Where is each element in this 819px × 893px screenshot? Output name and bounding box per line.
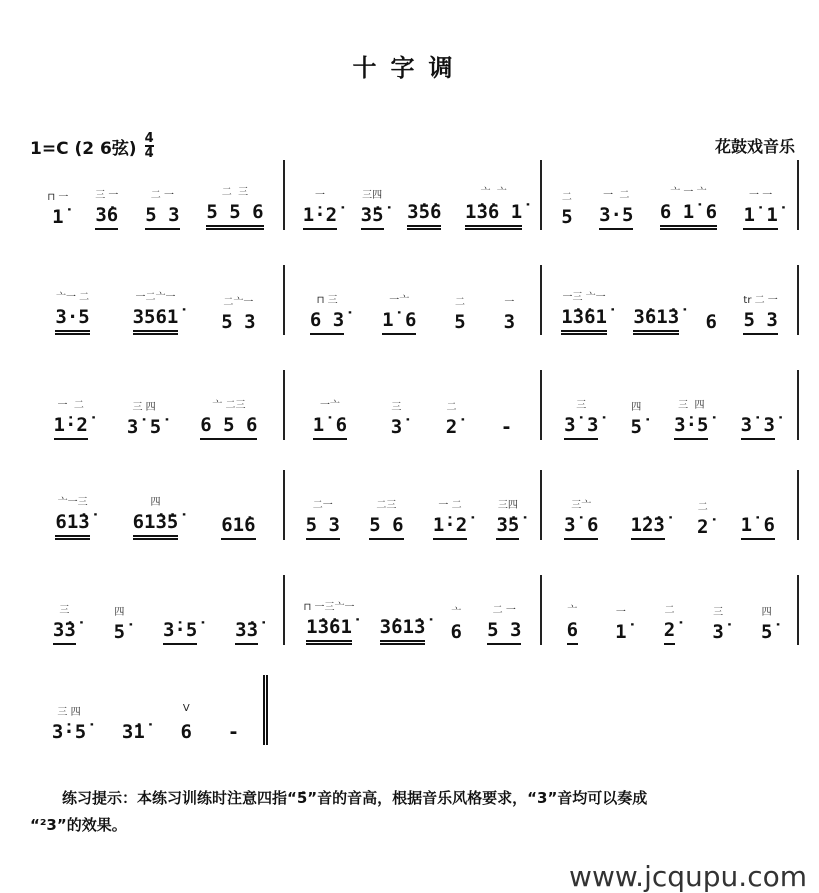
notes: 3̇61̇3̇	[380, 616, 426, 645]
note-group	[496, 496, 519, 540]
fingering-mark: 三	[59, 605, 70, 616]
fingering-mark: 二亠一	[223, 297, 254, 308]
measure	[542, 575, 799, 645]
note-group	[303, 186, 337, 230]
notes: 1̇ 6	[313, 414, 347, 440]
notes: 5	[454, 311, 466, 333]
note-group	[181, 703, 192, 745]
notes: 6	[180, 721, 192, 743]
notes: 1̇·2̇	[303, 204, 337, 230]
note-group	[145, 186, 179, 230]
note-group	[304, 598, 355, 645]
fingering-mark: 亠	[567, 605, 578, 616]
fingering-mark: 三	[391, 402, 402, 413]
fingering-mark: 一 二	[438, 500, 462, 511]
note-group	[741, 396, 775, 440]
fingering-mark: 三 四	[678, 400, 705, 411]
notes: 1̇	[52, 206, 64, 228]
note-group	[221, 293, 255, 335]
measure	[285, 160, 542, 230]
staff-system	[28, 265, 799, 335]
notes: 3̇	[712, 621, 724, 643]
notes: 3̇5̇	[361, 204, 384, 230]
fingering-mark: 一三 亠一	[562, 292, 606, 303]
fingering-mark: 三	[713, 607, 724, 618]
notes: 2̇	[664, 619, 675, 645]
fingering-mark: 一二亠一	[135, 292, 176, 303]
notes: 3̇61̇3̇	[633, 306, 679, 335]
note-group	[127, 398, 161, 440]
notes: 3̇1̇	[121, 721, 145, 743]
fingering-mark: tr 二 一	[743, 295, 778, 306]
note-group	[761, 603, 772, 645]
fingering-mark: V	[182, 703, 190, 714]
note-group	[567, 601, 578, 645]
notes: 61̇3̇	[55, 511, 89, 540]
notes: 2̇	[445, 416, 458, 438]
key-signature	[30, 132, 154, 160]
notes: 6 5 6	[200, 414, 257, 440]
notes: 3·5	[55, 306, 89, 335]
measure	[542, 160, 799, 230]
note-group	[407, 183, 441, 230]
notes: 3·5	[599, 204, 633, 230]
note-group	[712, 603, 723, 645]
notes: 1̇	[615, 621, 627, 643]
note-group	[133, 493, 179, 540]
measure	[285, 370, 542, 440]
note-group	[504, 293, 515, 335]
notes: 3̇5̇6	[407, 201, 441, 230]
measure	[285, 470, 542, 540]
note-group	[631, 496, 665, 540]
note-group	[674, 396, 708, 440]
fingering-mark: 一 二	[603, 190, 630, 201]
notes: 1̇3̇61̇	[561, 306, 607, 335]
fingering-mark: 一 二	[57, 400, 84, 411]
note-group	[53, 601, 76, 645]
measure	[28, 160, 285, 230]
notes: 3̇·5̇	[674, 414, 708, 440]
staff-system	[28, 370, 799, 440]
notes: 6	[705, 311, 717, 333]
note-group	[221, 496, 255, 540]
fingering-mark: 一 一	[749, 190, 773, 201]
fingering-mark: ⊓ 一	[47, 192, 69, 203]
note-group	[664, 601, 675, 645]
note-group	[433, 496, 467, 540]
measure	[28, 470, 285, 540]
time-signature	[145, 132, 154, 160]
note-group	[454, 293, 465, 335]
note-group	[52, 703, 86, 745]
note-group	[446, 398, 457, 440]
measure	[542, 370, 799, 440]
fingering-mark: 四	[761, 607, 772, 618]
note-group	[200, 396, 257, 440]
note-group	[564, 396, 598, 440]
note-group	[743, 186, 777, 230]
measure	[542, 265, 799, 335]
note-group	[55, 493, 89, 540]
fingering-mark: ⊓ 一三亠一	[303, 602, 355, 613]
notes: 2̇	[697, 516, 709, 538]
fingering-mark: 一亠	[319, 400, 340, 411]
note-group	[313, 396, 347, 440]
note-group	[660, 183, 717, 230]
fingering-mark: 三 四	[132, 402, 156, 413]
note-group	[310, 291, 344, 335]
notes: -	[227, 721, 240, 743]
measure	[28, 575, 285, 645]
notes: 1̇3̇61̇	[306, 616, 352, 645]
notes: 6	[567, 619, 578, 645]
note-group	[361, 186, 384, 230]
note-group	[391, 398, 402, 440]
notes: 3̇ 5̇	[126, 416, 162, 438]
notes: 3̇ 3̇	[564, 414, 598, 440]
fingering-mark: 二	[664, 605, 675, 616]
notes: 5 5 6	[206, 201, 263, 230]
notes: 3561̇	[133, 306, 179, 335]
note-group	[487, 601, 521, 645]
note-group	[465, 183, 522, 230]
note-group	[306, 496, 340, 540]
notes: 3̇ 6	[564, 514, 598, 540]
fingering-mark: 一	[615, 607, 626, 618]
fingering-mark: 亠 亠	[480, 187, 507, 198]
notes: 5 3	[743, 309, 777, 335]
notes: 5̇	[760, 621, 773, 643]
fingering-mark: 三四	[362, 190, 383, 201]
note-group	[743, 291, 777, 335]
measure	[542, 470, 799, 540]
note-group	[54, 396, 88, 440]
notes: 6	[450, 621, 462, 643]
note-group	[163, 601, 197, 645]
notes: 1̇·2̇	[433, 514, 467, 540]
note-group	[615, 603, 626, 645]
notes: 1̇2̇3̇	[631, 514, 665, 540]
notes: 3̇3̇	[235, 619, 258, 645]
note-group	[599, 186, 633, 230]
notes: 5	[561, 206, 573, 228]
fingering-mark: 四	[150, 497, 161, 508]
fingering-mark: 一	[504, 297, 515, 308]
key-text: 1=C (2 6弦)	[30, 138, 137, 159]
fingering-mark: 二 三	[221, 187, 249, 198]
notes: -	[500, 416, 513, 438]
note-group	[706, 293, 717, 335]
notes: 61̇6	[221, 514, 255, 540]
notes: 3̇5̇	[496, 514, 519, 540]
fingering-mark: 二	[446, 402, 457, 413]
measure	[28, 265, 285, 335]
practice-tip-line2: “²3”的效果。	[30, 816, 127, 834]
fingering-mark: 四	[631, 402, 642, 413]
notes: 3	[503, 311, 516, 333]
notes: 1̇ 6	[382, 309, 416, 335]
note-group	[631, 398, 642, 440]
watermark: www.jcqupu.com	[569, 860, 807, 893]
staff-system	[28, 575, 799, 645]
notes: 3̇3̇	[53, 619, 76, 645]
note-group	[235, 601, 258, 645]
fingering-mark: ⊓ 三	[316, 295, 338, 306]
fingering-mark: 二一	[312, 500, 333, 511]
measure	[285, 575, 542, 645]
fingering-mark: 三 四	[57, 707, 81, 718]
note-group	[122, 703, 145, 745]
notes: 1̇3̇6 1̇	[465, 201, 522, 230]
fingering-mark: 一	[314, 190, 325, 201]
fingering-mark: 二 一	[150, 190, 174, 201]
fingering-mark: 三	[576, 400, 587, 411]
time-bottom: 4	[144, 146, 154, 161]
notes: 5 3	[145, 204, 179, 230]
notes: 1̇ 6	[741, 514, 775, 540]
notes: 6 3̇	[310, 309, 344, 335]
note-group	[95, 186, 118, 230]
fingering-mark: 三亠	[571, 500, 592, 511]
fingering-mark: 亠一 二	[55, 292, 90, 303]
note-group	[369, 496, 403, 540]
fingering-mark: 二	[561, 192, 572, 203]
notes: 5̇	[113, 621, 126, 643]
fingering-mark: 三 一	[95, 190, 119, 201]
fingering-mark: 亠 一 亠	[670, 187, 707, 198]
fingering-mark: 亠一三	[57, 497, 88, 508]
genre-label: 花鼓戏音乐	[714, 137, 795, 156]
time-top: 4	[144, 131, 154, 146]
notes: 3̇·5̇	[51, 721, 87, 743]
note-group	[382, 291, 416, 335]
notes: 3̇ 3̇	[741, 414, 775, 440]
measure	[28, 675, 268, 745]
notes: 6 1̇ 6	[660, 201, 717, 230]
measure	[28, 370, 285, 440]
measure	[285, 265, 542, 335]
fingering-mark: 二	[697, 502, 708, 513]
note-group	[697, 498, 708, 540]
notes: 5̇	[630, 416, 642, 438]
staff-system	[28, 675, 268, 745]
note-group	[380, 598, 426, 645]
fingering-mark: 三四	[497, 500, 518, 511]
fingering-mark: 二	[455, 297, 466, 308]
notes: 5 3	[221, 311, 256, 333]
note-group	[561, 288, 607, 335]
notes: 1̇·2̇	[54, 414, 88, 440]
note-group	[501, 398, 512, 440]
notes: 5 6	[369, 514, 403, 540]
notes: 3̇6	[95, 204, 118, 230]
note-group	[451, 603, 462, 645]
note-group	[633, 288, 679, 335]
notes: 5 3	[487, 619, 521, 645]
fingering-mark: 四	[114, 607, 125, 618]
notes: 61̇3̇5̇	[133, 511, 179, 540]
note-group	[114, 603, 125, 645]
note-group	[133, 288, 179, 335]
page-title: 十字调	[352, 54, 467, 82]
notes: 1̇ 1̇	[743, 204, 777, 230]
notes: 3̇	[390, 416, 403, 438]
note-group	[228, 703, 239, 745]
fingering-mark: 一亠	[389, 295, 410, 306]
fingering-mark: 二 一	[492, 605, 516, 616]
staff-system	[28, 470, 799, 540]
note-group	[206, 183, 263, 230]
practice-tip-line1: 练习提示：本练习训练时注意四指“5̇”音的音高，根据音乐风格要求，“3”音均可以奏成	[62, 789, 648, 807]
fingering-mark: 亠	[451, 607, 462, 618]
fingering-mark: 亠 二三	[212, 400, 246, 411]
note-group	[55, 288, 89, 335]
note-group	[561, 188, 572, 230]
note-group	[47, 188, 68, 230]
fingering-mark: 二三	[376, 500, 397, 511]
note-group	[741, 496, 775, 540]
notes: 5 3	[306, 514, 340, 540]
notes: 3̇·5̇	[163, 619, 197, 645]
staff-system	[28, 160, 799, 230]
note-group	[564, 496, 598, 540]
